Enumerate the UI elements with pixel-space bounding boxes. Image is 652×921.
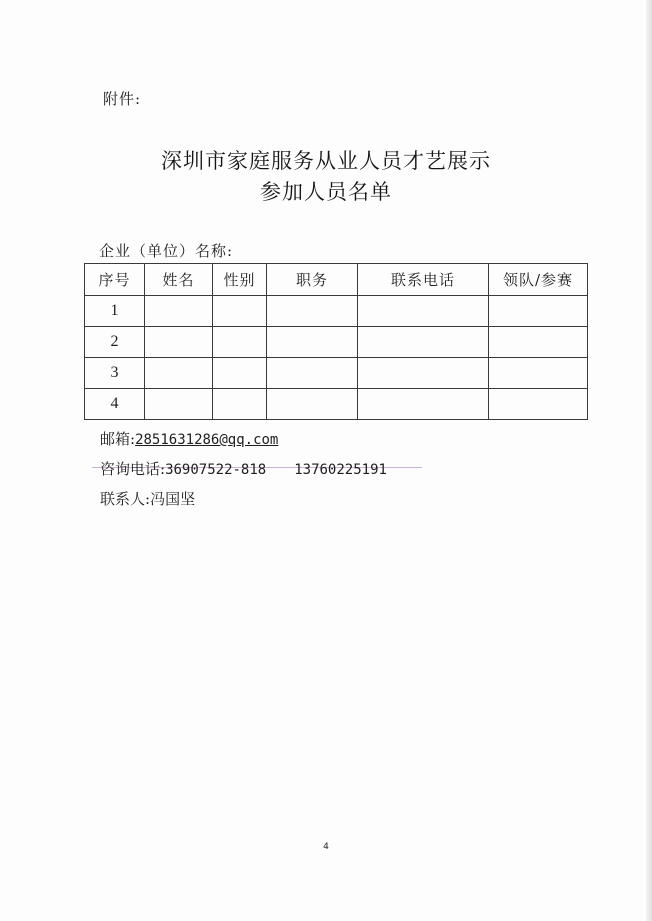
table-row	[85, 296, 588, 327]
phone-number-2: 13760225191	[294, 462, 387, 478]
email-label: 邮箱:	[100, 430, 136, 448]
cell-position	[267, 327, 358, 358]
document-title-line1: 深圳市家庭服务从业人员才艺展示	[161, 149, 491, 173]
header-gender: 性别	[213, 264, 267, 296]
cell-role	[489, 389, 588, 420]
cell-role	[489, 358, 588, 389]
cell-serial-number: 1	[85, 296, 145, 327]
cell-gender	[213, 296, 267, 327]
document-title-line2: 参加人员名单	[260, 180, 392, 204]
header-name: 姓名	[145, 264, 213, 296]
cell-position	[267, 358, 358, 389]
contact-person-label: 联系人:	[100, 490, 151, 508]
cell-role	[489, 327, 588, 358]
header-position: 职务	[267, 264, 358, 296]
cell-gender	[213, 358, 267, 389]
cell-name	[145, 389, 213, 420]
contact-person-name: 冯国坚	[150, 490, 196, 508]
cell-name	[145, 327, 213, 358]
table-row	[85, 358, 588, 389]
cell-serial-number: 2	[85, 327, 145, 358]
cell-position	[267, 296, 358, 327]
attachment-label: 附件:	[103, 90, 142, 108]
header-phone: 联系电话	[358, 264, 489, 296]
page-number: 4	[323, 842, 329, 852]
cell-position	[267, 389, 358, 420]
cell-phone	[358, 389, 489, 420]
contact-email-line	[100, 428, 278, 449]
table-row	[85, 389, 588, 420]
cell-serial-number: 4	[85, 389, 145, 420]
cell-name	[145, 358, 213, 389]
cell-gender	[213, 389, 267, 420]
contact-phone-line	[100, 458, 387, 479]
cell-role	[489, 296, 588, 327]
phone-number-1: 36907522-818	[165, 462, 267, 478]
header-serial-number: 序号	[85, 264, 145, 296]
cell-phone	[358, 327, 489, 358]
company-name-label: 企业（单位）名称:	[99, 242, 234, 260]
contact-person-line	[100, 488, 195, 509]
email-link[interactable]: 2851631286@qq.com	[135, 432, 279, 448]
cell-phone	[358, 358, 489, 389]
table-header-row	[85, 264, 588, 296]
phone-label: 咨询电话:	[100, 460, 166, 478]
cell-gender	[213, 327, 267, 358]
header-role: 领队/参赛	[489, 264, 588, 296]
cell-phone	[358, 296, 489, 327]
cell-name	[145, 296, 213, 327]
participant-table	[84, 263, 588, 420]
page-edge-shadow	[646, 0, 652, 921]
cell-serial-number: 3	[85, 358, 145, 389]
table-row	[85, 327, 588, 358]
